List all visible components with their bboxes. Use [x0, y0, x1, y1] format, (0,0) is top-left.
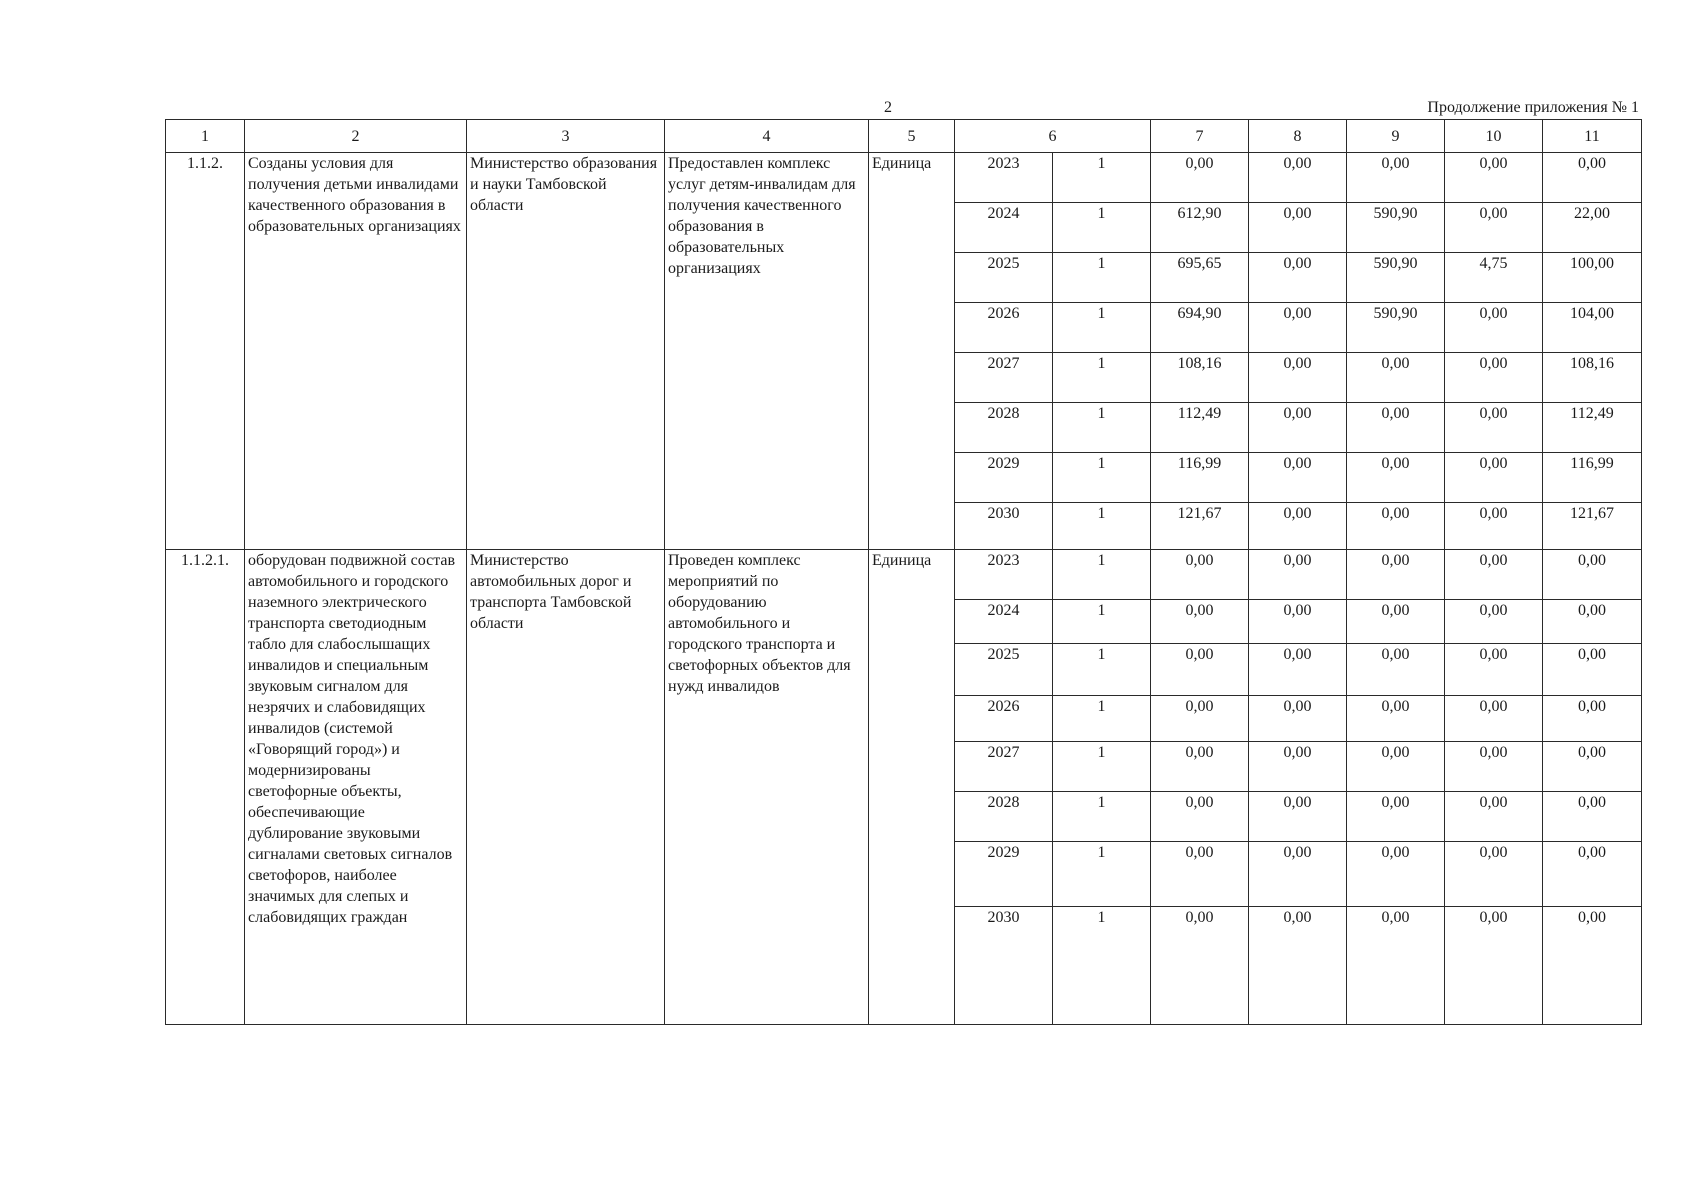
quantity-cell: 1 — [1053, 600, 1151, 644]
unit-of-measure: Единица — [869, 153, 955, 550]
value-cell: 0,00 — [1347, 600, 1445, 644]
value-cell: 0,00 — [1249, 742, 1347, 792]
page-number: 2 — [884, 99, 892, 116]
quantity-cell: 1 — [1053, 203, 1151, 253]
value-cell: 0,00 — [1347, 403, 1445, 453]
year-cell: 2029 — [955, 842, 1053, 907]
value-cell: 0,00 — [1445, 403, 1543, 453]
year-cell: 2026 — [955, 696, 1053, 742]
value-cell: 0,00 — [1249, 453, 1347, 503]
value-cell: 0,00 — [1445, 842, 1543, 907]
value-cell: 0,00 — [1249, 503, 1347, 550]
quantity-cell: 1 — [1053, 792, 1151, 842]
value-cell: 0,00 — [1151, 842, 1249, 907]
value-cell: 0,00 — [1347, 742, 1445, 792]
column-header: 6 — [955, 120, 1151, 153]
table-row — [166, 550, 1642, 600]
quantity-cell: 1 — [1053, 353, 1151, 403]
value-cell: 108,16 — [1543, 353, 1642, 403]
value-cell: 4,75 — [1445, 253, 1543, 303]
value-cell: 0,00 — [1347, 153, 1445, 203]
value-cell: 0,00 — [1249, 907, 1347, 1025]
column-header: 9 — [1347, 120, 1445, 153]
value-cell: 0,00 — [1347, 550, 1445, 600]
year-cell: 2025 — [955, 644, 1053, 696]
result-description: оборудован подвижной состав автомобильного и городского наземного электрического транспорта светодиодным табло для слабослышащих инвалидов и специальным звуковым сигналом для незрячих и слабовидящих инвалидов (системой «Говорящий город») и модернизированы светофорные объекты, обеспечивающие дублирование звуковыми сигналами световых сигналов светофоров, наиболее значимых для слепых и слабовидящих граждан — [245, 550, 467, 1025]
value-cell: 0,00 — [1249, 550, 1347, 600]
value-cell: 590,90 — [1347, 303, 1445, 353]
value-cell: 108,16 — [1151, 353, 1249, 403]
year-cell: 2025 — [955, 253, 1053, 303]
value-cell: 694,90 — [1151, 303, 1249, 353]
quantity-cell: 1 — [1053, 303, 1151, 353]
executor-name: Министерство автомобильных дорог и транспорта Тамбовской области — [467, 550, 665, 1025]
unit-of-measure: Единица — [869, 550, 955, 1025]
value-cell: 0,00 — [1347, 644, 1445, 696]
value-cell: 112,49 — [1543, 403, 1642, 453]
year-cell: 2030 — [955, 907, 1053, 1025]
value-cell: 0,00 — [1543, 600, 1642, 644]
year-cell: 2028 — [955, 403, 1053, 453]
value-cell: 0,00 — [1445, 203, 1543, 253]
value-cell: 0,00 — [1347, 353, 1445, 403]
value-cell: 0,00 — [1445, 353, 1543, 403]
column-header: 2 — [245, 120, 467, 153]
value-cell: 590,90 — [1347, 253, 1445, 303]
quantity-cell: 1 — [1053, 453, 1151, 503]
outcome-description: Предоставлен комплекс услуг детям-инвалидам для получения качественного образования в образовательных организациях — [665, 153, 869, 550]
value-cell: 116,99 — [1543, 453, 1642, 503]
value-cell: 0,00 — [1249, 644, 1347, 696]
table-body — [166, 153, 1642, 1025]
year-cell: 2027 — [955, 353, 1053, 403]
value-cell: 0,00 — [1445, 550, 1543, 600]
value-cell: 0,00 — [1151, 600, 1249, 644]
value-cell: 0,00 — [1249, 303, 1347, 353]
value-cell: 0,00 — [1445, 907, 1543, 1025]
value-cell: 0,00 — [1445, 792, 1543, 842]
column-header: 1 — [166, 120, 245, 153]
quantity-cell: 1 — [1053, 842, 1151, 907]
value-cell: 0,00 — [1347, 503, 1445, 550]
value-cell: 22,00 — [1543, 203, 1642, 253]
outcome-description: Проведен комплекс мероприятий по оборудованию автомобильного и городского транспорта и светофорных объектов для нужд инвалидов — [665, 550, 869, 1025]
value-cell: 0,00 — [1543, 153, 1642, 203]
quantity-cell: 1 — [1053, 550, 1151, 600]
column-header: 5 — [869, 120, 955, 153]
quantity-cell: 1 — [1053, 907, 1151, 1025]
column-header: 7 — [1151, 120, 1249, 153]
column-header: 4 — [665, 120, 869, 153]
value-cell: 612,90 — [1151, 203, 1249, 253]
value-cell: 0,00 — [1445, 742, 1543, 792]
value-cell: 0,00 — [1347, 453, 1445, 503]
value-cell: 0,00 — [1249, 153, 1347, 203]
row-code: 1.1.2.1. — [166, 550, 245, 1025]
row-code: 1.1.2. — [166, 153, 245, 550]
value-cell: 0,00 — [1543, 842, 1642, 907]
header-row — [166, 120, 1642, 153]
annex-label: Продолжение приложения № 1 — [1427, 99, 1639, 116]
value-cell: 0,00 — [1249, 842, 1347, 907]
column-header: 11 — [1543, 120, 1642, 153]
value-cell: 0,00 — [1249, 600, 1347, 644]
result-description: Созданы условия для получения детьми инвалидами качественного образования в образовательных организациях — [245, 153, 467, 550]
value-cell: 0,00 — [1151, 550, 1249, 600]
value-cell: 0,00 — [1249, 696, 1347, 742]
value-cell: 0,00 — [1347, 696, 1445, 742]
executor-name: Министерство образования и науки Тамбовской области — [467, 153, 665, 550]
value-cell: 695,65 — [1151, 253, 1249, 303]
year-cell: 2029 — [955, 453, 1053, 503]
value-cell: 0,00 — [1347, 792, 1445, 842]
value-cell: 0,00 — [1151, 696, 1249, 742]
quantity-cell: 1 — [1053, 403, 1151, 453]
year-cell: 2024 — [955, 203, 1053, 253]
value-cell: 104,00 — [1543, 303, 1642, 353]
year-cell: 2024 — [955, 600, 1053, 644]
value-cell: 0,00 — [1151, 792, 1249, 842]
value-cell: 121,67 — [1543, 503, 1642, 550]
table-row — [166, 153, 1642, 203]
year-cell: 2027 — [955, 742, 1053, 792]
value-cell: 0,00 — [1543, 696, 1642, 742]
value-cell: 0,00 — [1249, 353, 1347, 403]
value-cell: 0,00 — [1249, 403, 1347, 453]
year-cell: 2028 — [955, 792, 1053, 842]
value-cell: 0,00 — [1151, 742, 1249, 792]
value-cell: 112,49 — [1151, 403, 1249, 453]
value-cell: 0,00 — [1445, 696, 1543, 742]
column-header: 3 — [467, 120, 665, 153]
year-cell: 2026 — [955, 303, 1053, 353]
quantity-cell: 1 — [1053, 742, 1151, 792]
value-cell: 0,00 — [1249, 792, 1347, 842]
value-cell: 0,00 — [1151, 644, 1249, 696]
value-cell: 0,00 — [1445, 303, 1543, 353]
column-header: 10 — [1445, 120, 1543, 153]
value-cell: 0,00 — [1151, 153, 1249, 203]
value-cell: 0,00 — [1543, 907, 1642, 1025]
column-header: 8 — [1249, 120, 1347, 153]
data-table — [165, 119, 1642, 1025]
value-cell: 0,00 — [1543, 550, 1642, 600]
value-cell: 116,99 — [1151, 453, 1249, 503]
quantity-cell: 1 — [1053, 503, 1151, 550]
year-cell: 2023 — [955, 550, 1053, 600]
value-cell: 0,00 — [1445, 644, 1543, 696]
value-cell: 0,00 — [1347, 907, 1445, 1025]
year-cell: 2030 — [955, 503, 1053, 550]
value-cell: 0,00 — [1543, 644, 1642, 696]
value-cell: 0,00 — [1543, 742, 1642, 792]
value-cell: 0,00 — [1445, 503, 1543, 550]
quantity-cell: 1 — [1053, 153, 1151, 203]
value-cell: 0,00 — [1445, 153, 1543, 203]
value-cell: 0,00 — [1543, 792, 1642, 842]
value-cell: 0,00 — [1347, 842, 1445, 907]
value-cell: 0,00 — [1151, 907, 1249, 1025]
value-cell: 0,00 — [1249, 253, 1347, 303]
quantity-cell: 1 — [1053, 253, 1151, 303]
quantity-cell: 1 — [1053, 644, 1151, 696]
value-cell: 590,90 — [1347, 203, 1445, 253]
quantity-cell: 1 — [1053, 696, 1151, 742]
value-cell: 121,67 — [1151, 503, 1249, 550]
value-cell: 0,00 — [1249, 203, 1347, 253]
value-cell: 0,00 — [1445, 453, 1543, 503]
value-cell: 0,00 — [1445, 600, 1543, 644]
value-cell: 100,00 — [1543, 253, 1642, 303]
year-cell: 2023 — [955, 153, 1053, 203]
